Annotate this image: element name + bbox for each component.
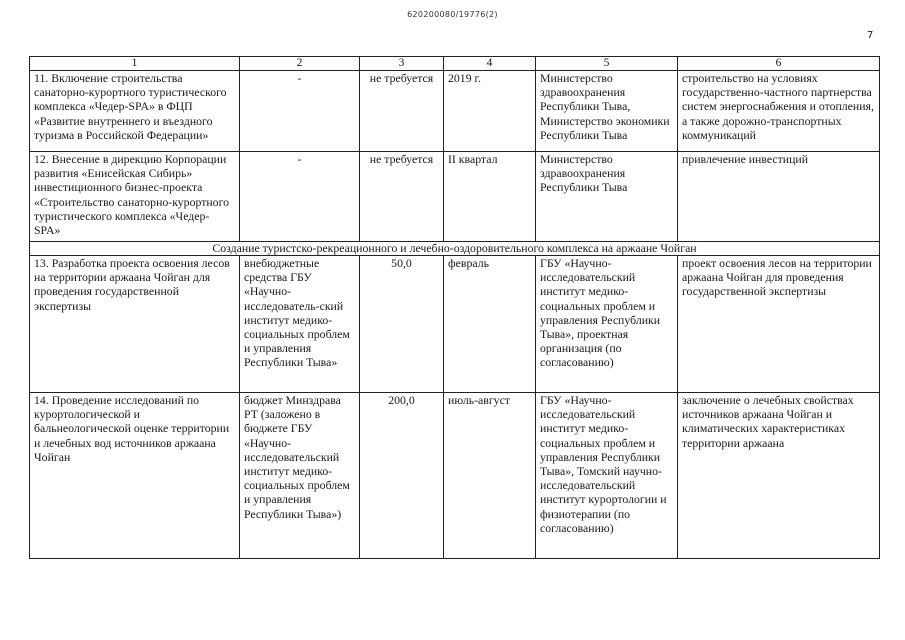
table-row (30, 71, 880, 152)
deadline-cell: 2019 г. (444, 71, 536, 152)
table-row (30, 256, 880, 393)
amount-cell: 200,0 (360, 393, 444, 559)
column-header: 6 (678, 57, 880, 71)
table-row (30, 152, 880, 242)
responsible-cell: ГБУ «Научно-исследовательский институт медико-социальных проблем и управления Республики Тыва», проектная организация (по согласованию) (536, 256, 678, 393)
column-header: 1 (30, 57, 240, 71)
funding-source-cell: - (240, 71, 360, 152)
responsible-cell: ГБУ «Научно-исследовательский институт медико-социальных проблем и управления Республики Тыва», Томский научно-исследовательский институт курортологии и физиотерапии (по согласованию) (536, 393, 678, 559)
responsible-cell: Министерство здравоохранения Республики Тыва (536, 152, 678, 242)
column-header: 5 (536, 57, 678, 71)
column-header: 4 (444, 57, 536, 71)
task-cell: 12. Внесение в дирекцию Корпорации развития «Енисейская Сибирь» инвестиционного бизнес-проекта «Строительство санаторно-курортного туристического комплекса «Чедер-SPA» (30, 152, 240, 242)
plan-table (29, 56, 880, 559)
task-cell: 14. Проведение исследований по курортологической и бальнеологической оценке территории и лечебных вод источников аржаана Чойган (30, 393, 240, 559)
funding-source-cell: - (240, 152, 360, 242)
task-cell: 11. Включение строительства санаторно-курортного туристического комплекса «Чедер-SPA» в ФЦП «Развитие внутреннего и въездного туризма в Российской Федерации» (30, 71, 240, 152)
deadline-cell: февраль (444, 256, 536, 393)
page-number: 7 (867, 30, 874, 41)
result-cell: строительство на условиях государственно-частного партнерства систем энергоснабжения и отопления, а также дорожно-транспортных коммуникаций (678, 71, 880, 152)
amount-cell: не требуется (360, 152, 444, 242)
document-id: 620200080/19776(2) (407, 10, 498, 19)
table-row (30, 393, 880, 559)
task-cell: 13. Разработка проекта освоения лесов на территории аржаана Чойган для проведения государственной экспертизы (30, 256, 240, 393)
responsible-cell: Министерство здравоохранения Республики Тыва, Министерство экономики Республики Тыва (536, 71, 678, 152)
funding-source-cell: внебюджетные средства ГБУ «Научно-исследователь-ский институт медико-социальных проблем и управления Республики Тыва» (240, 256, 360, 393)
result-cell: привлечение инвестиций (678, 152, 880, 242)
section-row (30, 242, 880, 256)
result-cell: заключение о лечебных свойствах источников аржаана Чойган и климатических характеристиках территории аржаана (678, 393, 880, 559)
amount-cell: не требуется (360, 71, 444, 152)
section-title: Создание туристско-рекреационного и лечебно-оздоровительного комплекса на аржаане Чойган (30, 242, 880, 256)
deadline-cell: июль-август (444, 393, 536, 559)
result-cell: проект освоения лесов на территории аржаана Чойган для проведения государственной экспертизы (678, 256, 880, 393)
funding-source-cell: бюджет Минздрава РТ (заложено в бюджете ГБУ «Научно-исследовательский институт медико-социальных проблем и управления Республики Тыва») (240, 393, 360, 559)
deadline-cell: II квартал (444, 152, 536, 242)
column-header: 3 (360, 57, 444, 71)
amount-cell: 50,0 (360, 256, 444, 393)
table-header-row (30, 57, 880, 71)
column-header: 2 (240, 57, 360, 71)
